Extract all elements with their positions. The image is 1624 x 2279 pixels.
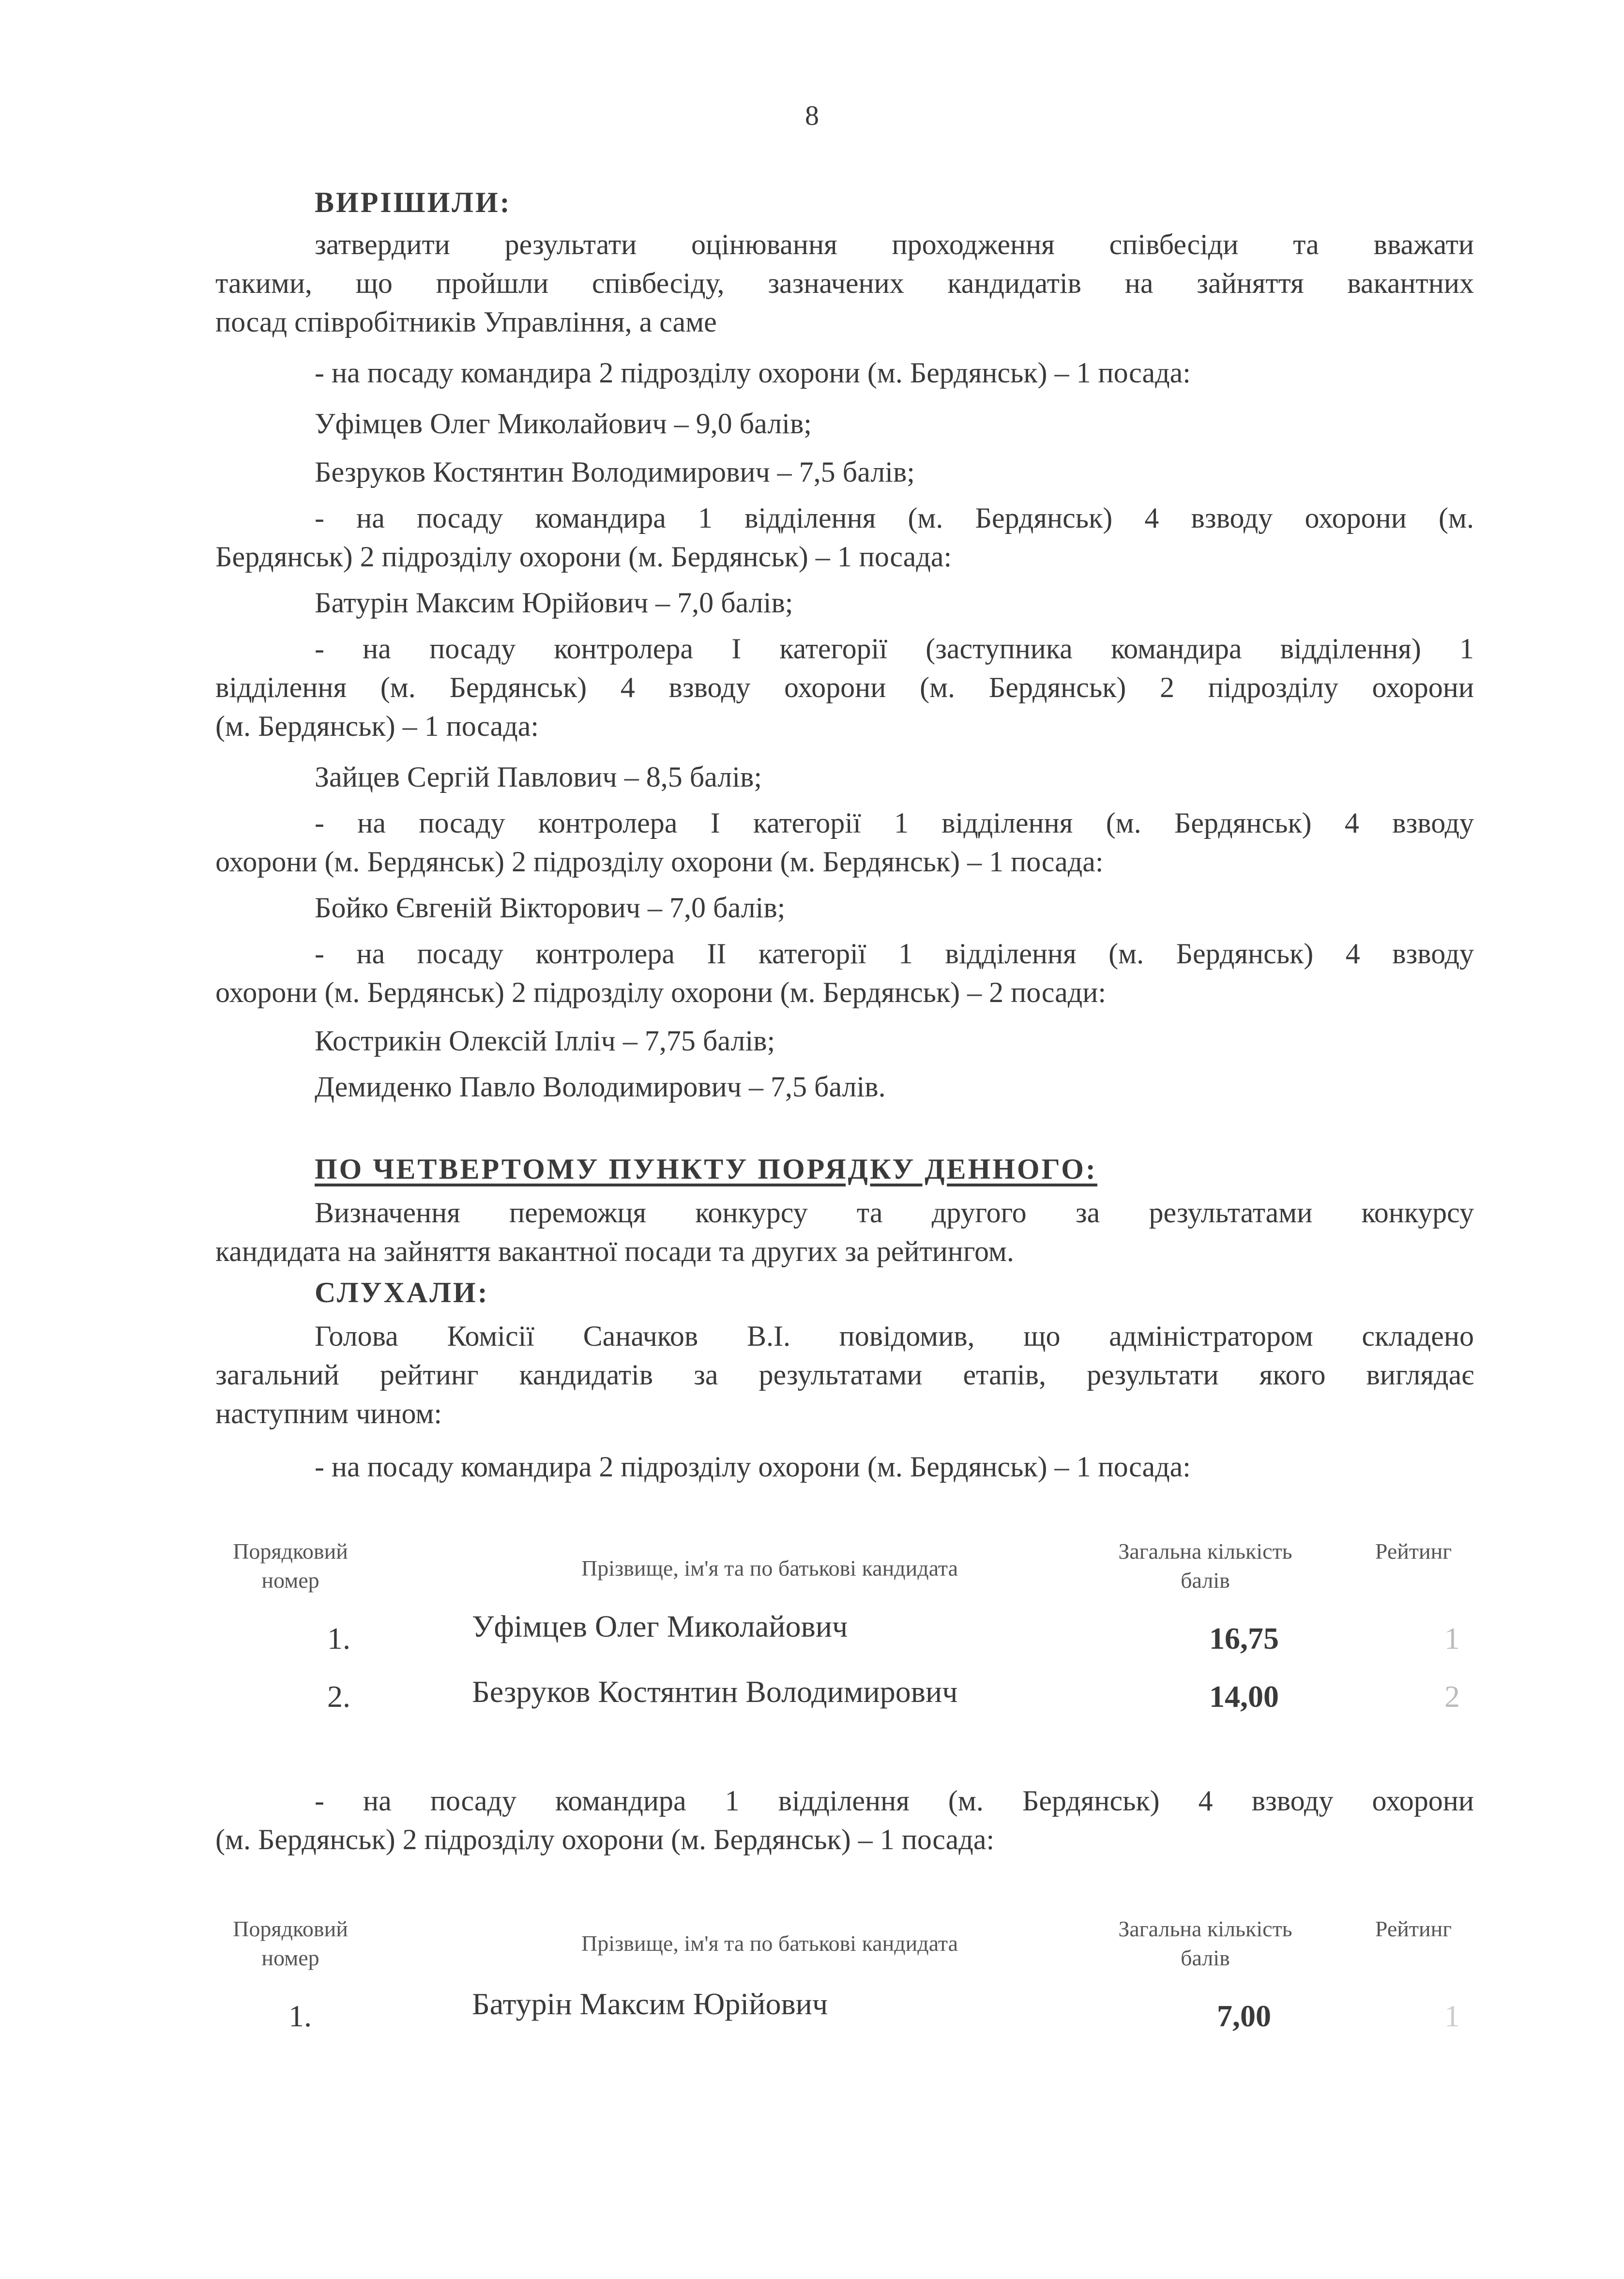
row-total: 14,00 — [1209, 1679, 1279, 1714]
row-rating: 1 — [1444, 1621, 1460, 1656]
decided-line: - на посаду контролера I категорії 1 відділення (м. Бердянськ) 4 взводу — [315, 807, 1474, 839]
decided-line: відділення (м. Бердянськ) 4 взводу охорони (м. Бердянськ) 2 підрозділу охорони — [215, 671, 1474, 703]
row-name: Безруков Костянтин Володимирович — [472, 1674, 958, 1709]
fourth-item-line: кандидата на зайняття вакантної посади та других за рейтингом. — [215, 1235, 1014, 1267]
heard-heading: СЛУХАЛИ: — [315, 1276, 489, 1308]
row-number: 2. — [327, 1679, 350, 1714]
col-header-name: Прізвище, ім'я та по батькові кандидата — [581, 1556, 958, 1580]
row-total: 16,75 — [1209, 1621, 1279, 1656]
decided-line: Бердянськ) 2 підрозділу охорони (м. Бердянськ) – 1 посада: — [215, 541, 952, 573]
candidate-line: Безруков Костянтин Володимирович – 7,5 балів; — [315, 456, 915, 488]
row-rating: 2 — [1444, 1679, 1460, 1714]
position-line: - на посаду командира 1 відділення (м. Бердянськ) 4 взводу охорони — [315, 1785, 1474, 1817]
candidate-line: Кострикін Олексій Ілліч – 7,75 балів; — [315, 1025, 775, 1057]
position-line: - на посаду командира 2 підрозділу охорони (м. Бердянськ) – 1 посада: — [315, 1451, 1191, 1483]
heard-line: загальний рейтинг кандидатів за результатами етапів, результати якого виглядає — [215, 1359, 1474, 1391]
row-number: 1. — [288, 1999, 312, 2033]
candidate-line: Зайцев Сергій Павлович – 8,5 балів; — [315, 761, 762, 793]
decided-line: - на посаду командира 1 відділення (м. Бердянськ) 4 взводу охорони (м. — [315, 502, 1474, 534]
fourth-item-heading: ПО ЧЕТВЕРТОМУ ПУНКТУ ПОРЯДКУ ДЕННОГО: — [315, 1153, 1097, 1185]
heard-line: наступним чином: — [215, 1398, 442, 1429]
candidate-line: Батурін Максим Юрійович – 7,0 балів; — [315, 587, 793, 619]
col-header-total: Загальна кількість балів — [1118, 1539, 1292, 1593]
decided-intro-line: такими, що пройшли співбесіду, зазначених кандидатів на зайняття вакантних — [215, 267, 1474, 299]
row-number: 1. — [327, 1621, 350, 1656]
row-name: Батурін Максим Юрійович — [472, 1987, 828, 2021]
position-line: (м. Бердянськ) 2 підрозділу охорони (м. Бердянськ) – 1 посада: — [215, 1823, 995, 1855]
decided-line: - на посаду контролера I категорії (заступника командира відділення) 1 — [315, 633, 1474, 665]
decided-line: (м. Бердянськ) – 1 посада: — [215, 710, 539, 742]
candidate-line: Бойко Євгеній Вікторович – 7,0 балів; — [315, 892, 786, 924]
decided-heading: ВИРІШИЛИ: — [315, 186, 512, 218]
decided-line: охорони (м. Бердянськ) 2 підрозділу охорони (м. Бердянськ) – 1 посада: — [215, 846, 1104, 878]
col-header-rating: Рейтинг — [1375, 1539, 1452, 1564]
row-rating: 1 — [1444, 1999, 1460, 2033]
decided-intro-line: посад співробітників Управління, а саме — [215, 306, 717, 338]
candidate-line: Демиденко Павло Володимирович – 7,5 балів. — [315, 1071, 886, 1103]
col-header-number: Порядковий номер — [233, 1539, 348, 1593]
decided-line: - на посаду командира 2 підрозділу охорони (м. Бердянськ) – 1 посада: — [315, 357, 1191, 389]
fourth-item-line: Визначення переможця конкурсу та другого за результатами конкурсу — [315, 1197, 1474, 1229]
col-header-number: Порядковий номер — [233, 1916, 348, 1970]
decided-intro-line: затвердити результати оцінювання проходження співбесіди та вважати — [315, 228, 1474, 260]
row-total: 7,00 — [1217, 1999, 1271, 2033]
heard-line: Голова Комісії Саначков В.І. повідомив, що адміністратором складено — [315, 1320, 1474, 1352]
decided-line: охорони (м. Бердянськ) 2 підрозділу охорони (м. Бердянськ) – 2 посади: — [215, 976, 1107, 1008]
row-name: Уфімцев Олег Миколайович — [472, 1609, 848, 1643]
col-header-rating: Рейтинг — [1375, 1916, 1452, 1941]
col-header-total: Загальна кількість балів — [1118, 1916, 1292, 1970]
decided-line: - на посаду контролера II категорії 1 відділення (м. Бердянськ) 4 взводу — [315, 938, 1474, 970]
col-header-name: Прізвище, ім'я та по батькові кандидата — [581, 1931, 958, 1956]
candidate-line: Уфімцев Олег Миколайович – 9,0 балів; — [315, 408, 812, 440]
page-number: 8 — [805, 100, 819, 131]
